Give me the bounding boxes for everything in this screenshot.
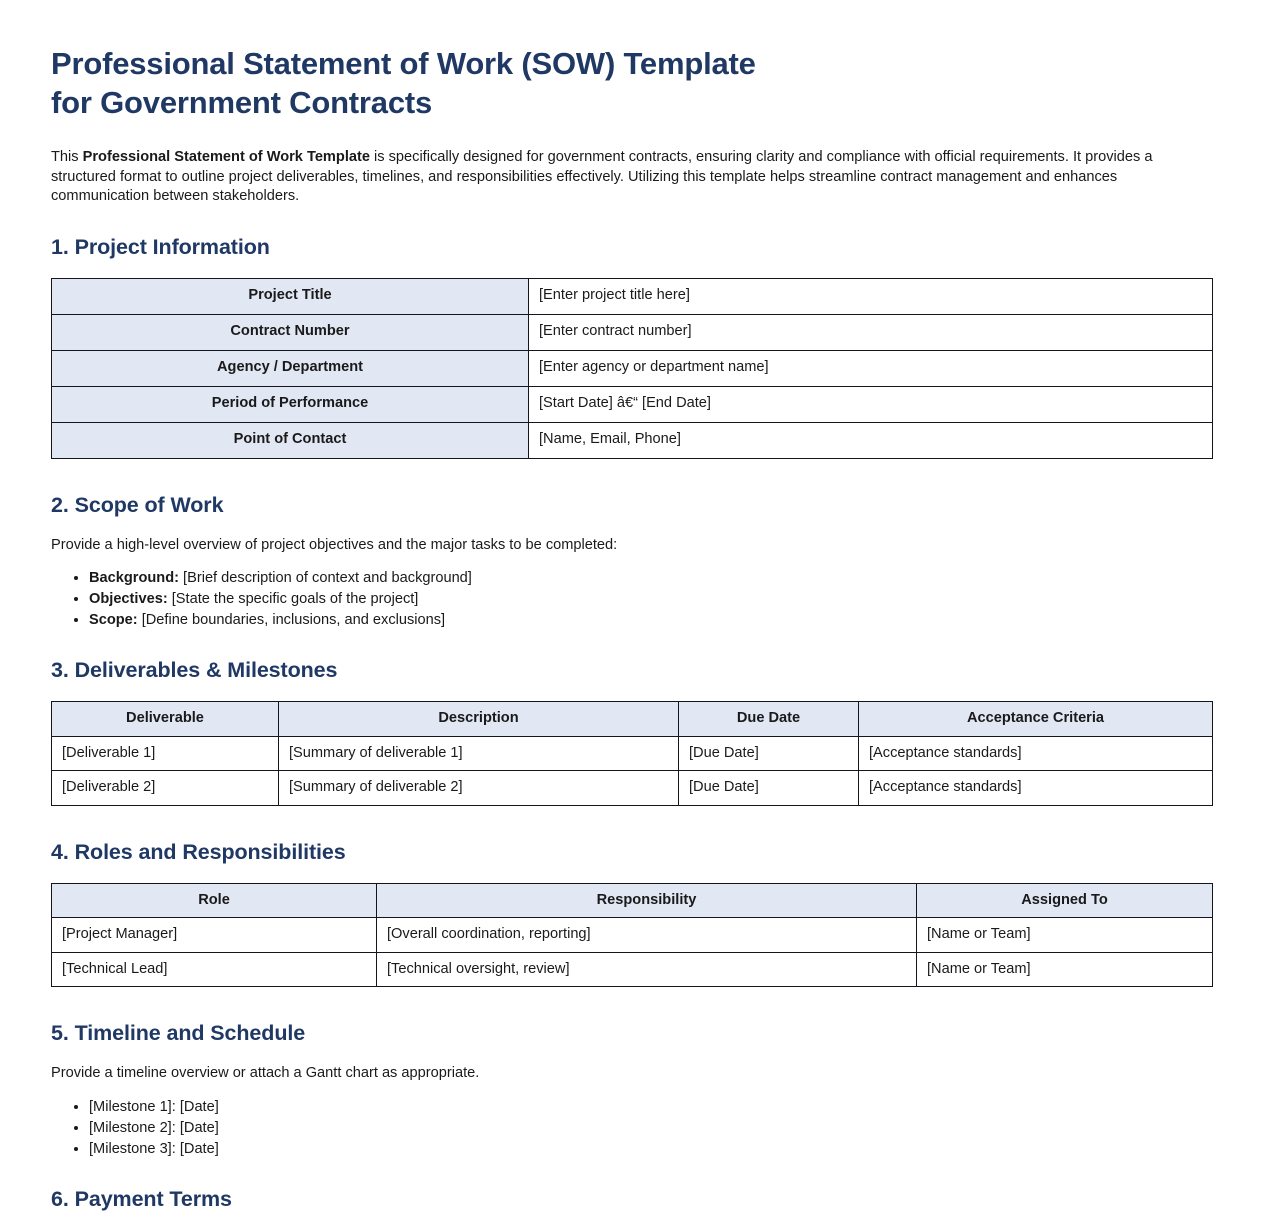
row-label: Point of Contact (52, 422, 529, 458)
cell-role[interactable]: [Project Manager] (52, 918, 377, 953)
row-label: Contract Number (52, 314, 529, 350)
cell-deliverable[interactable]: [Deliverable 1] (52, 736, 279, 771)
cell-deliverable[interactable]: [Deliverable 2] (52, 771, 279, 806)
spacer (51, 987, 1213, 1021)
section-heading-timeline: 5. Timeline and Schedule (51, 1021, 306, 1046)
intro-bold-term: Professional Statement of Work Template (82, 149, 370, 166)
bullet-text: [Brief description of context and background] (179, 570, 472, 587)
cell-description[interactable]: [Summary of deliverable 1] (279, 736, 679, 771)
cell-assigned-to[interactable]: [Name or Team] (917, 918, 1213, 953)
cell-description[interactable]: [Summary of deliverable 2] (279, 771, 679, 806)
section-heading-scope-of-work: 2. Scope of Work (51, 492, 224, 517)
cell-responsibility[interactable]: [Technical oversight, review] (377, 952, 917, 987)
cell-due-date[interactable]: [Due Date] (679, 736, 859, 771)
page-title-line-2: for Government Contracts (51, 85, 433, 121)
table-row (52, 952, 1213, 987)
table-row (52, 278, 1213, 314)
roles-table (51, 883, 1213, 988)
list-item: • [Milestone 1]: [Date] (89, 1098, 1213, 1117)
spacer (51, 632, 1213, 658)
table-header-row (52, 702, 1213, 737)
list-item: • [Milestone 2]: [Date] (89, 1119, 1213, 1138)
intro-paragraph (51, 148, 1211, 207)
row-label: Period of Performance (52, 386, 529, 422)
project-information-table (51, 278, 1213, 459)
row-value[interactable]: [Enter contract number] (529, 314, 1213, 350)
column-header-role: Role (52, 883, 377, 918)
bullet-text: [State the specific goals of the project] (167, 591, 419, 608)
intro-prefix: This (51, 149, 83, 166)
list-item (89, 569, 1213, 588)
row-value[interactable]: [Enter project title here] (529, 278, 1213, 314)
row-value[interactable]: [Enter agency or department name] (529, 350, 1213, 386)
table-row (52, 350, 1213, 386)
row-label: Agency / Department (52, 350, 529, 386)
cell-assigned-to[interactable]: [Name or Team] (917, 952, 1213, 987)
scope-bullet-list (51, 569, 1213, 630)
section-heading-payment-terms: 6. Payment Terms (51, 1186, 232, 1211)
bullet-label: Objectives: (89, 591, 168, 608)
deliverables-table (51, 701, 1213, 806)
section-heading-roles: 4. Roles and Responsibilities (51, 839, 346, 864)
page-title (51, 44, 1213, 122)
cell-responsibility[interactable]: [Overall coordination, reporting] (377, 918, 917, 953)
spacer (51, 459, 1213, 493)
column-header-due-date: Due Date (679, 702, 859, 737)
cell-acceptance-criteria[interactable]: [Acceptance standards] (859, 736, 1213, 771)
spacer (51, 1161, 1213, 1187)
table-header-row (52, 883, 1213, 918)
timeline-bullet-list (51, 1098, 1213, 1159)
bullet-text: [Define boundaries, inclusions, and exclusions] (137, 612, 446, 629)
list-item: • [Milestone 3]: [Date] (89, 1140, 1213, 1159)
column-header-description: Description (279, 702, 679, 737)
spacer (51, 806, 1213, 840)
list-item (89, 590, 1213, 609)
column-header-acceptance-criteria: Acceptance Criteria (859, 702, 1213, 737)
row-value[interactable]: [Start Date] â€“ [End Date] (529, 386, 1213, 422)
table-row (52, 771, 1213, 806)
column-header-responsibility: Responsibility (377, 883, 917, 918)
cell-due-date[interactable]: [Due Date] (679, 771, 859, 806)
section-heading-project-information: 1. Project Information (51, 234, 270, 259)
page-title-line-1: Professional Statement of Work (SOW) Template (51, 46, 756, 81)
table-row (52, 386, 1213, 422)
scope-intro-text: Provide a high-level overview of project objectives and the major tasks to be completed: (51, 536, 618, 553)
table-row (52, 314, 1213, 350)
table-row (52, 918, 1213, 953)
intro-suffix: is specifically designed for government contracts, ensuring clarity and compliance with official requirements. It provides a structured format to outline project deliverables, timelines, and responsibilities effectively. Utilizing this template helps streamline contract management and enhances communication between stakeholders. (51, 149, 1153, 205)
cell-role[interactable]: [Technical Lead] (52, 952, 377, 987)
column-header-assigned-to: Assigned To (917, 883, 1213, 918)
row-label: Project Title (52, 278, 529, 314)
row-value[interactable]: [Name, Email, Phone] (529, 422, 1213, 458)
bullet-label: Background: (89, 570, 179, 587)
table-row (52, 736, 1213, 771)
bullet-label: Scope: (89, 612, 138, 629)
cell-acceptance-criteria[interactable]: [Acceptance standards] (859, 771, 1213, 806)
column-header-deliverable: Deliverable (52, 702, 279, 737)
section-heading-deliverables: 3. Deliverables & Milestones (51, 658, 338, 683)
table-row (52, 422, 1213, 458)
list-item (89, 611, 1213, 630)
timeline-intro-text: Provide a timeline overview or attach a Gantt chart as appropriate. (51, 1065, 480, 1082)
